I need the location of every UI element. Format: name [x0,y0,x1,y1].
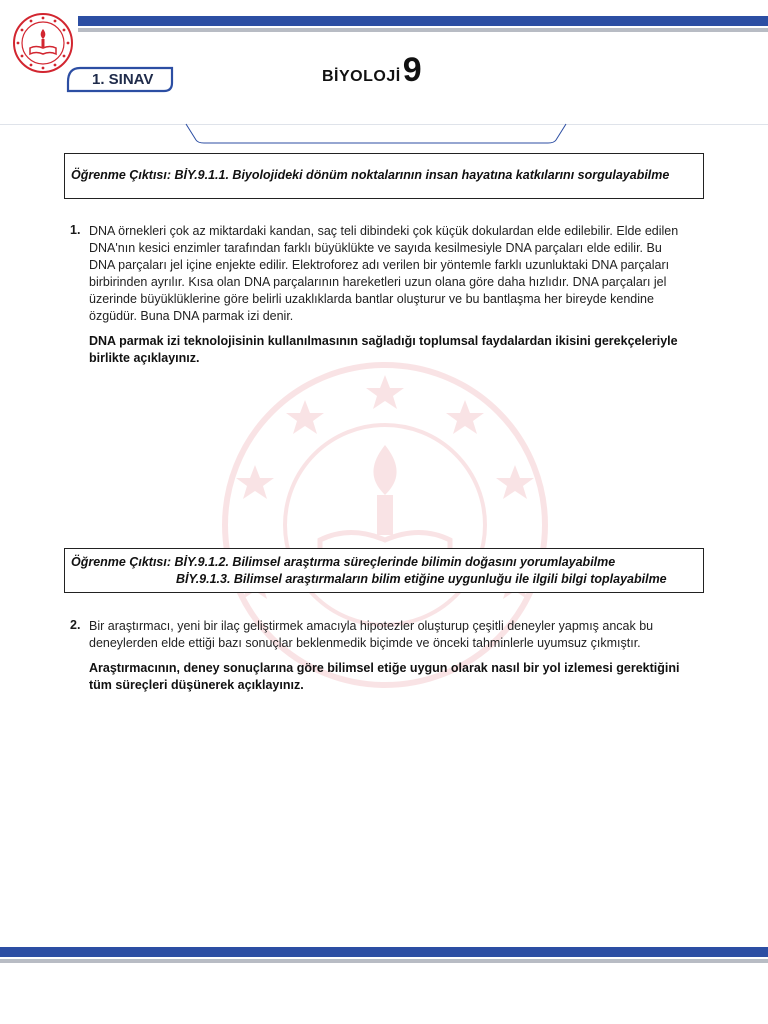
question-prompt [89,660,710,694]
question-text-line: birbirinden ayrılır. Kısa olan DNA parçalarının hareketleri uzun olana göre daha hızlıdır. DNA parçaları jel [89,275,667,289]
top-gray-bar [78,28,768,32]
subject-title [322,51,422,89]
outcome-text: BİY.9.1.3. Bilimsel araştırmaların bilim etiğine uygunluğu ile ilgili bilgi toplayabilme [176,572,667,586]
question-text-line: DNA parçaları jel içine enjekte edilir. Elektroforez adı verilen bir yöntemle farklı uzunluktaki DNA parçaları [89,258,670,272]
grade-number: 9 [402,51,422,89]
question-text-line: özgüdür. Buna DNA parmak izi denir. [89,309,294,323]
question-number: 1. [70,223,81,237]
question-text [89,618,710,652]
question-1 [70,223,710,367]
outcome-text: BİY.9.1.1. Biyolojideki dönüm noktalarının insan hayatına katkılarını sorgulayabilme [174,168,670,182]
question-prompt-line: DNA parmak izi teknolojisinin kullanılmasının sağladığı toplumsal faydalardan ikisini gerekçeleriyle [89,334,678,348]
question-prompt-line: tüm süreçleri düşünerek açıklayınız. [89,678,304,692]
ministry-seal-logo [12,12,74,74]
question-prompt-line: Araştırmacının, deney sonuçlarına göre bilimsel etiğe uygun olarak nasıl bir yol izlemesi gerektiğini [89,661,680,675]
bottom-gray-bar [0,959,768,963]
outcome-label: Öğrenme Çıktısı: [71,555,172,569]
header-notch [184,123,568,145]
question-prompt-line: birlikte açıklayınız. [89,351,200,365]
question-text-line: DNA örnekleri çok az miktardaki kandan, saç teli dibindeki çok küçük dokulardan elde edilebilir. Elde edilen [89,224,679,238]
exam-label: 1. SINAV [92,71,154,88]
question-text-line: üzerinde büyüklüklerine göre belirli uzaklıklarda bantlar oluşturur ve bu bantlaşma her bireyde kendine [89,292,654,306]
question-text [89,223,710,325]
question-text-line: deneylerden elde ettiği bazı sonuçlar beklenmedik biçimde ve önceki tahminlerle uyumsuz çıkmıştır. [89,636,641,650]
bottom-blue-bar [0,947,768,957]
question-number: 2. [70,618,81,632]
learning-outcome-box-2 [64,548,704,593]
question-prompt [89,333,710,367]
outcome-text: BİY.9.1.2. Bilimsel araştırma süreçlerinde bilimin doğasını yorumlayabilme [174,555,616,569]
question-2 [70,618,710,694]
top-blue-bar [78,16,768,26]
question-text-line: DNA'nın kesici enzimler tarafından farklı büyüklükte ve sayıda kesilmesiyle DNA parçaları elde edilir. Bu [89,241,662,255]
question-text-line: Bir araştırmacı, yeni bir ilaç geliştirmek amacıyla hipotezler oluşturup çeşitli deneyler yapmış ancak bu [89,619,654,633]
learning-outcome-box-1 [64,153,704,199]
outcome-label: Öğrenme Çıktısı: [71,168,172,182]
subject-name: BİYOLOJİ [322,68,401,85]
